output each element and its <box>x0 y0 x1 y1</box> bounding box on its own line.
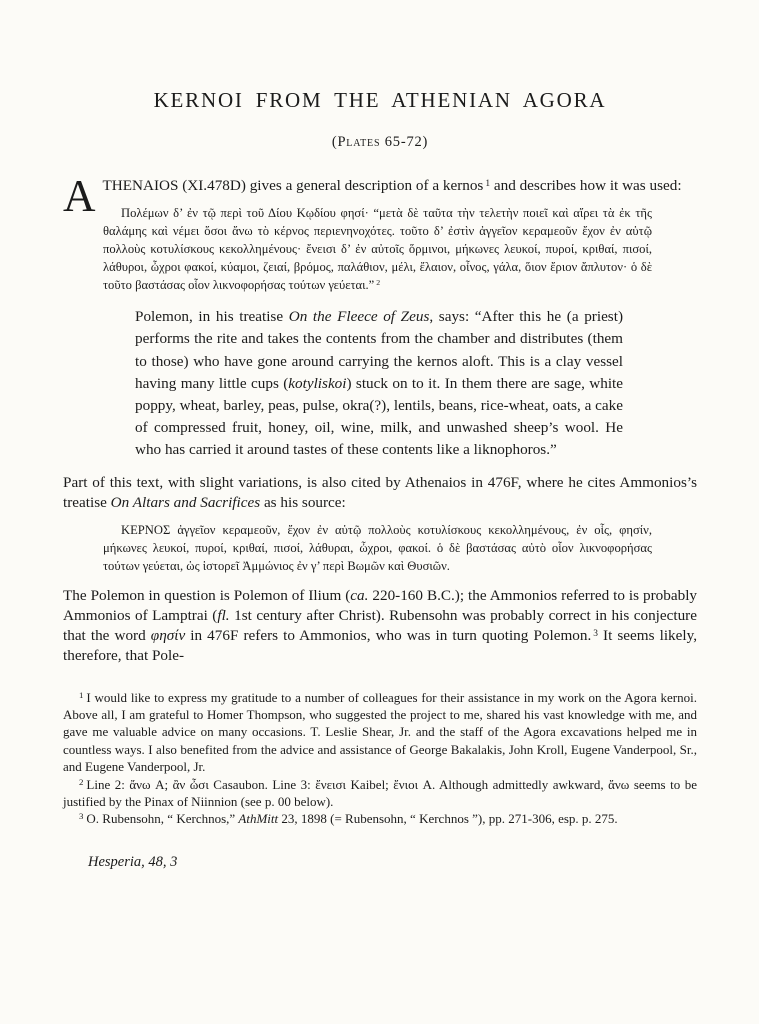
intro-paragraph <box>63 171 697 221</box>
footnote-2 <box>63 776 697 811</box>
term-kotyliskoi: kotyliskoi <box>288 374 347 392</box>
abbrev-ca: ca. <box>350 586 369 604</box>
footnote-number-2: 2 <box>79 776 84 787</box>
greek-word-phesin: φησίν <box>150 627 186 645</box>
paragraph-polemon-identity <box>63 586 697 667</box>
footnote-1 <box>63 689 697 776</box>
paragraph-segment: Part of this text, with slight variations, is also cited by Athenaios in 476F, where he cites Ammonios’s treatise <box>63 473 697 511</box>
footnote-ref-3: 3 <box>593 628 598 639</box>
translation-segment: Polemon, in his treatise <box>135 308 289 326</box>
footnotes-section <box>63 689 697 828</box>
greek-quote-kernos-definition: ΚΕΡΝΟΣ ἀγγεῖον κεραμεοῦν, ἔχον ἐν αὑτῷ πολλοὺς κοτυλίσκους κεκολλημένους, ἐν οἷς, φησίν, μήκωνες λευκοί, πυροί, κριθαί, πισοί, λάθυραι, ὦχροι, φακοί. ὁ δὲ βαστάσας αὐτὸ οἷον λικνοφορήσας τούτων γεύεται, ὡς ἱστορεῖ Ἀμμώνιος ἐν γ’ περὶ Βωμῶν καὶ Θυσιῶν. <box>103 523 652 573</box>
abbrev-fl: fl. <box>217 606 230 624</box>
translation-block <box>135 306 623 460</box>
greek-quote-athenaios-478d <box>103 205 652 294</box>
footnote-text: 23, 1898 (= Rubensohn, “ Kerchnos ”), pp. 271-306, esp. p. 275. <box>278 811 618 827</box>
paragraph-segment: as his source: <box>260 493 346 511</box>
footnote-number-3: 3 <box>79 811 84 822</box>
footnote-3 <box>63 810 697 827</box>
paragraph-athenaios-476f <box>63 473 697 513</box>
intro-tail: and describes how it was used: <box>490 177 682 194</box>
paragraph-segment: 1st century after Christ). Rubensohn was probably correct in his conjecture that the word <box>63 606 697 645</box>
plates-subtitle: (Plates 65-72) <box>331 134 429 150</box>
journal-volume-footer: Hesperia, 48, 3 <box>88 853 178 870</box>
intro-text: THENAIOS (XI.478D) gives a general description of a kernos <box>102 177 484 194</box>
greek-text-1: Πολέμων δ’ ἐν τῷ περὶ τοῦ Δίου Κῳδίου φησί· “μετὰ δὲ ταῦτα τὴν τελετὴν ποιεῖ καὶ αἴρει τὰ ἐκ τῆς θαλάμης καὶ νέμει ὅσοι ἄνω τὸ κέρνος περιενηνοχότες. τοῦτο δ’ ἐστὶν ἀγγεῖον κεραμεοῦν ἔχον ἐν αὑτῷ πολλοὺς κοτυλίσκους κεκολλημένους· ἔνεισι δ’ ἐν αὐτοῖς ὅρμινοι, μήκωνες λευκοί, πυροί, κριθαί, πισοί, λάθυροι, ὦχροι φακοί, κύαμοι, ζειαί, βρόμος, παλάθιον, μέλι, ἔλαιον, οἶνος, γάλα, ὅιον ἔριον ἄπλυτον· ὁ δὲ τοῦτο βαστάσας οἷον λικνοφορήσας τούτων γεύεται.” <box>103 206 652 292</box>
footnote-ref-2: 2 <box>376 278 381 288</box>
journal-abbrev-athmitt: AthMitt <box>238 811 279 827</box>
footnote-ref-1: 1 <box>485 178 491 189</box>
article-title: KERNOI FROM THE ATHENIAN AGORA <box>153 88 607 112</box>
footnote-text: Line 2: ἄνω A; ἂν ὦσι Casaubon. Line 3: ἔνεισι Kaibel; ἔνιοι A. Although admittedly awkward, ἄνω seems to be justified by the Pinax of Niinnion (see p. 00 below). <box>63 776 697 810</box>
footnote-text: O. Rubensohn, “ Kerchnos,” <box>86 811 239 827</box>
treatise-title-altars-and-sacrifices: On Altars and Sacrifices <box>110 493 261 511</box>
footnote-number-1: 1 <box>79 689 84 700</box>
paragraph-segment: 220-160 B.C.); the Ammonios referred to is probably Ammonios of Lamptrai ( <box>63 586 698 624</box>
footnote-text: I would like to express my gratitude to a number of colleagues for their assistance in my work on the Agora kernoi. Above all, I am grateful to Homer Thompson, who suggested the project to me, shared his vast knowledge with me, and gave me valuable advice on many occasions. T. Leslie Shear, Jr. and the staff of the Agora excavations helped me in countless ways. I also benefited from the advice and assistance of George Bakalakis, John Kroll, Eugene Vanderpool, Sr., and Eugene Vanderpool, Jr. <box>63 689 697 775</box>
paragraph-segment: The Polemon in question is Polemon of Ilium ( <box>63 586 351 604</box>
paragraph-segment: It seems likely, therefore, that Pole- <box>63 627 697 665</box>
treatise-title-fleece-of-zeus: On the Fleece of Zeus <box>288 308 430 326</box>
translation-segment: ) stuck on to it. In them there are sage, white poppy, wheat, barley, peas, pulse, okra(?), lentils, beans, rice-wheat, oats, a cake of compressed fruit, honey, oil, wine, milk, and unwashed sheep’s wool. He who has carried it around tastes of these contents like a liknophoros.” <box>135 374 623 458</box>
drop-cap: A <box>63 171 96 221</box>
translation-segment: , says: “After this he (a priest) performs the rite and takes the contents from the chamber and distributes (them to those) who have gone around carrying the kernos aloft. This is a clay vessel having many little cups ( <box>135 308 623 392</box>
paragraph-segment: in 476F refers to Ammonios, who was in turn quoting Polemon. <box>185 627 592 645</box>
